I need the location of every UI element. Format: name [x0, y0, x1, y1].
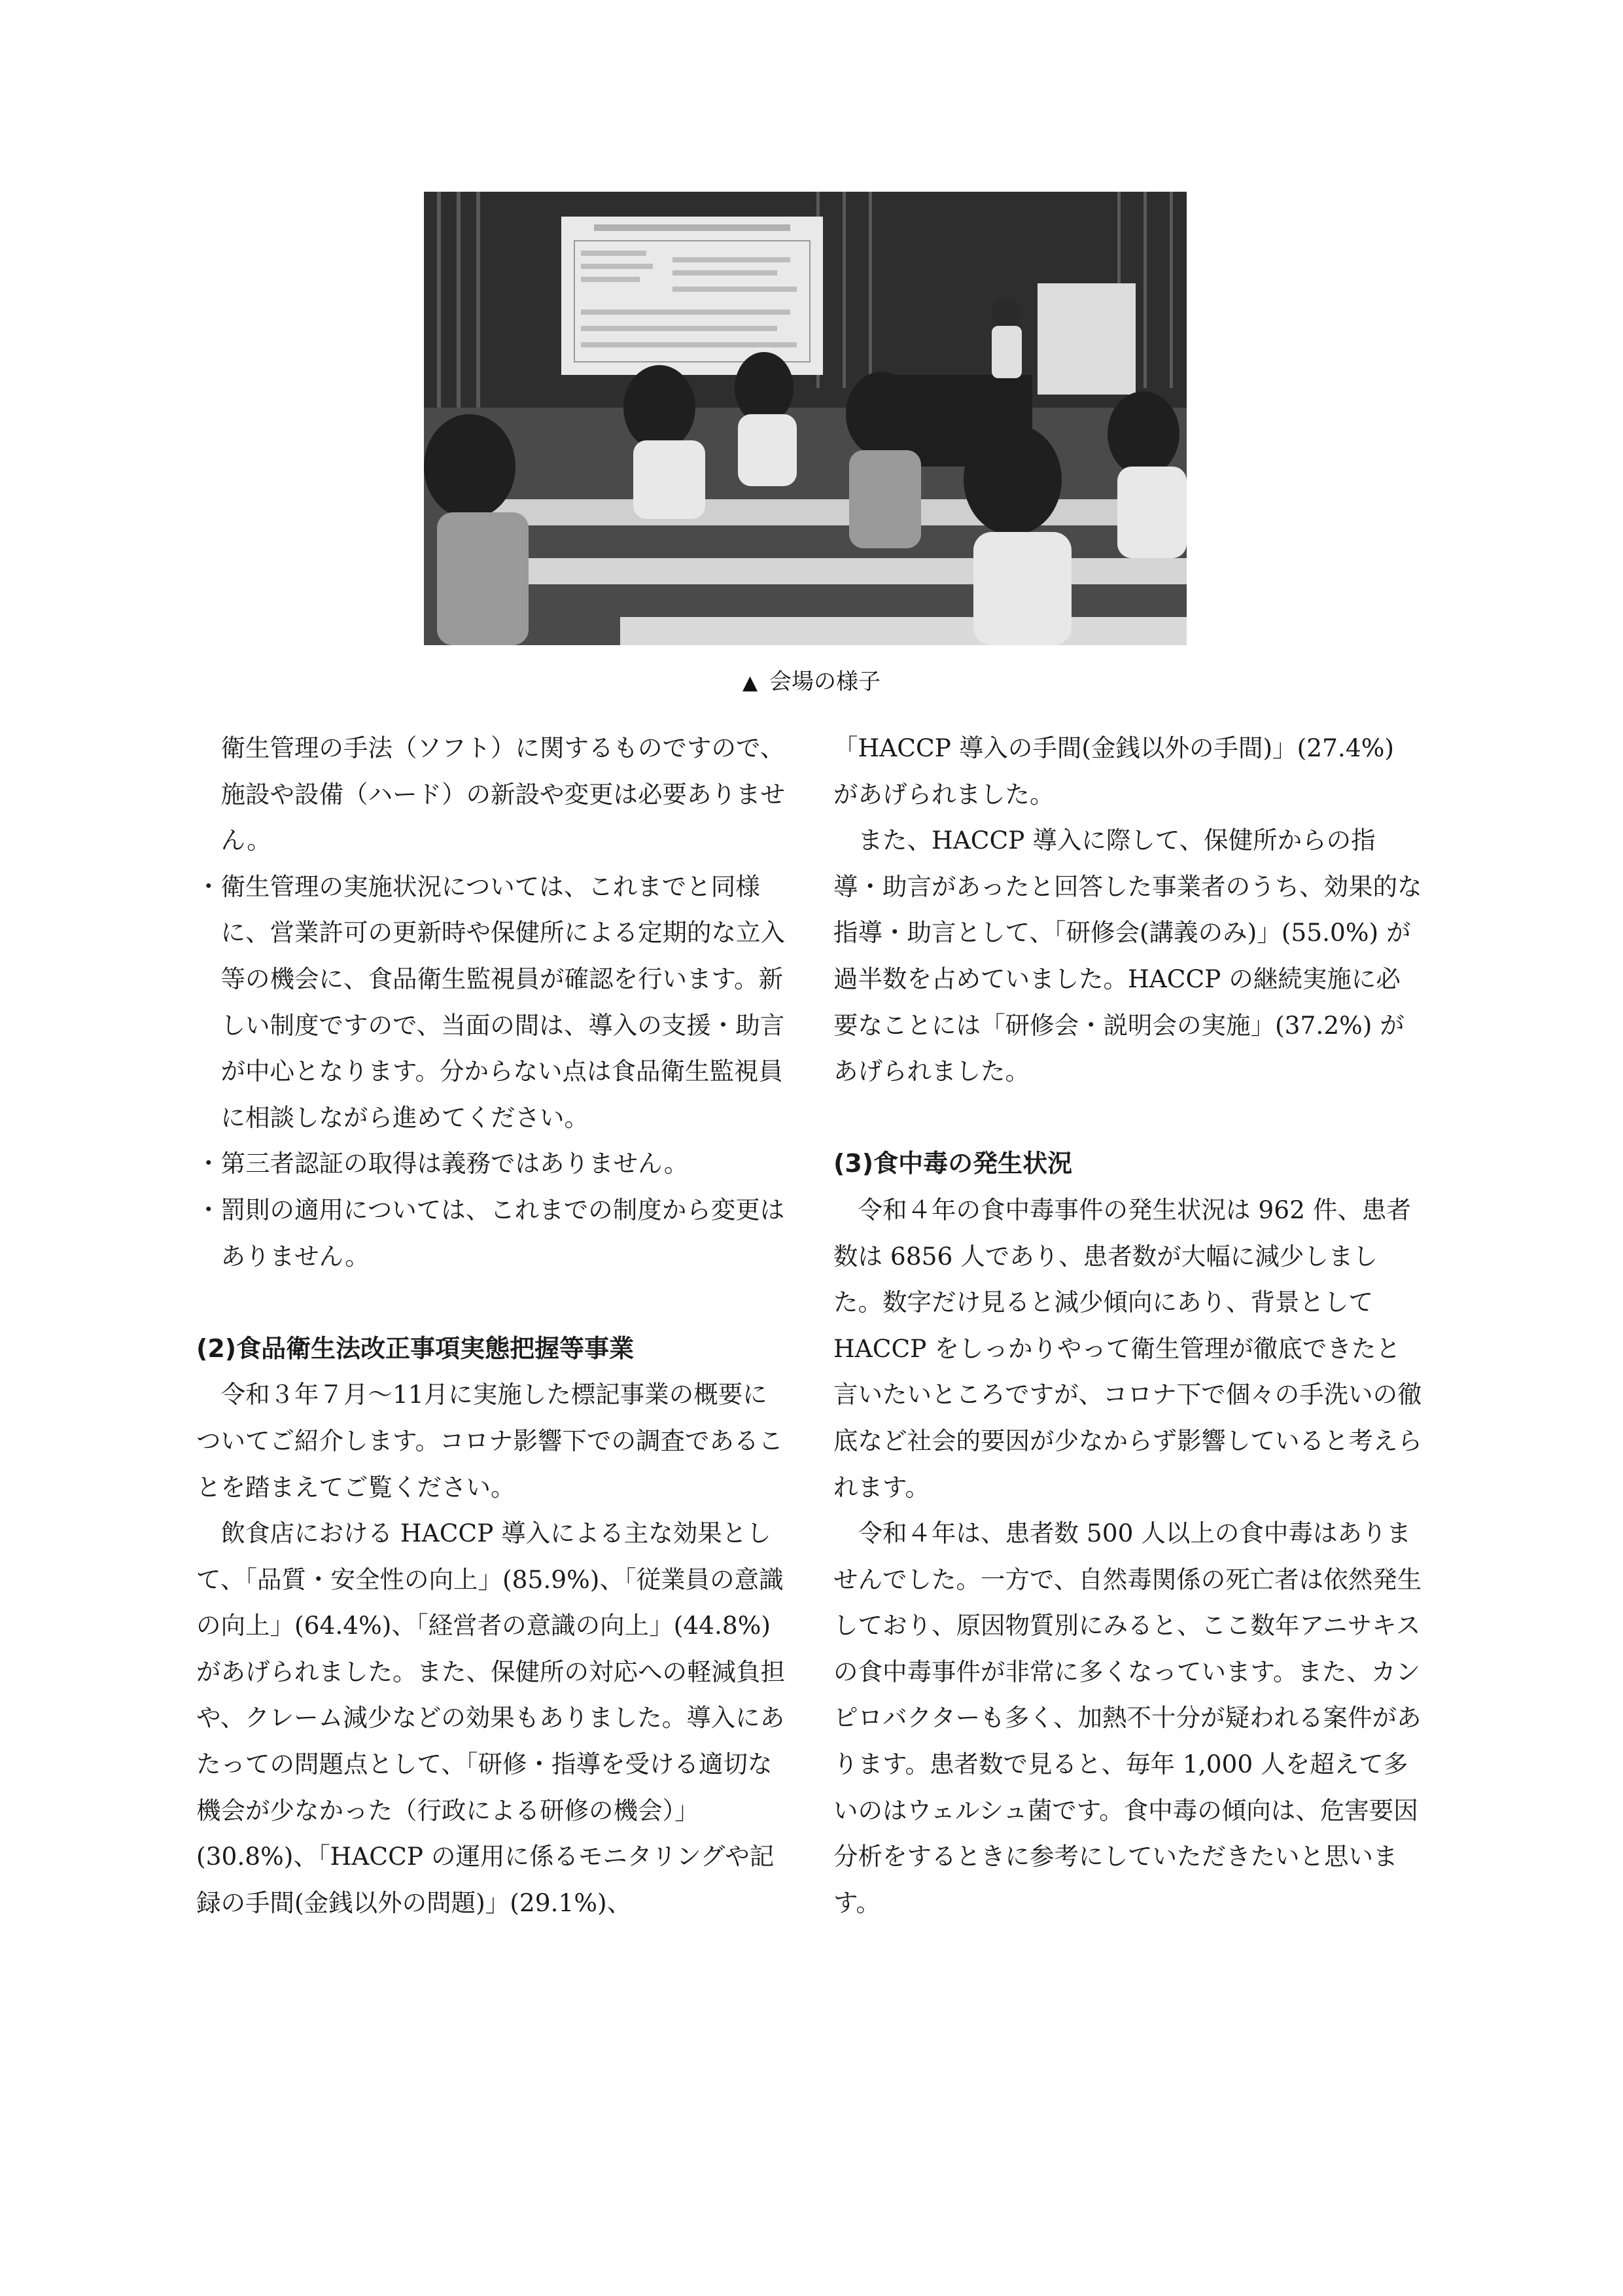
paragraph: 飲食店における HACCP 導入による主な効果として、「品質・安全性の向上」(85.9%)、「従業員の意識の向上」(64.4%)、「経営者の意識の向上」(44.8%) があげられました。また、保健所の対応への軽減負担や、クレーム減少などの効果もありました。導入にあたっての問題点として、「研修・指導を受ける適切な機会が少なかった（行政による研修の機会）」(30.8%)、「HACCP の運用に係るモニタリングや記録の手間(金銭以外の問題)」(29.1%)、 [196, 1519, 785, 1917]
left-column [196, 725, 785, 1926]
paragraph: 「HACCP 導入の手間(金銭以外の手間)」(27.4%) があげられました。 [833, 733, 1394, 809]
bullet-item: ・罰則の適用については、これまでの制度から変更はありません。 [196, 1195, 785, 1271]
section-heading: (3)食中毒の発生状況 [833, 1149, 1073, 1178]
triangle-up-icon: ▲ [742, 671, 758, 694]
photo-caption-text: 会場の様子 [769, 669, 881, 695]
bullet-item: ・第三者認証の取得は義務ではありません。 [196, 1149, 689, 1178]
spacer [196, 1279, 785, 1326]
paragraph: 令和４年は、患者数 500 人以上の食中毒はありませんでした。一方で、自然毒関係の死亡者は依然発生しており、原因物質別にみると、ここ数年アニサキスの食中毒事件が非常に多くなっています。また、カンピロバクターも多く、加熱不十分が疑われる案件があります。患者数で見ると、毎年 1,000 人を超えて多いのはウェルシュ菌です。食中毒の傾向は、危害要因分析をするときに参考にしていただきたいと思います。 [833, 1519, 1422, 1917]
right-column [833, 725, 1422, 1926]
spacer [833, 1095, 1422, 1141]
bullet-item: ・衛生管理の実施状況については、これまでと同様に、営業許可の更新時や保健所による定期的な立入等の機会に、食品衛生監視員が確認を行います。新しい制度ですので、当面の間は、導入の支援・助言が中心となります。分からない点は食品衛生監視員に相談しながら進めてください。 [196, 872, 785, 1132]
paragraph: また、HACCP 導入に際して、保健所からの指導・助言があったと回答した事業者のうち、効果的な指導・助言として、「研修会(講義のみ)」(55.0%) が過半数を占めていました。HACCP の継続実施に必要なことには「研修会・説明会の実施」(37.2%) があげられました。 [833, 826, 1422, 1086]
seminar-photo [424, 192, 1187, 645]
photo-caption [0, 662, 1623, 701]
paragraph: 令和３年７月〜11月に実施した標記事業の概要についてご紹介します。コロナ影響下での調査であることを踏まえてご覧ください。 [196, 1380, 783, 1502]
section-heading: (2)食品衛生法改正事項実態把握等事業 [196, 1333, 635, 1363]
paragraph: 衛生管理の手法（ソフト）に関するものですので、施設や設備（ハード）の新設や変更は必要ありません。 [220, 733, 785, 855]
seminar-photo-icon [424, 192, 1187, 645]
paragraph: 令和４年の食中毒事件の発生状況は 962 件、患者数は 6856 人であり、患者数が大幅に減少しました。数字だけ見ると減少傾向にあり、背景として HACCP をしっかりやって衛生管理が徹底できたと言いたいところですが、コロナ下で個々の手洗いの徹底など社会的要因が少なからず影響していると考えられます。 [833, 1195, 1422, 1502]
